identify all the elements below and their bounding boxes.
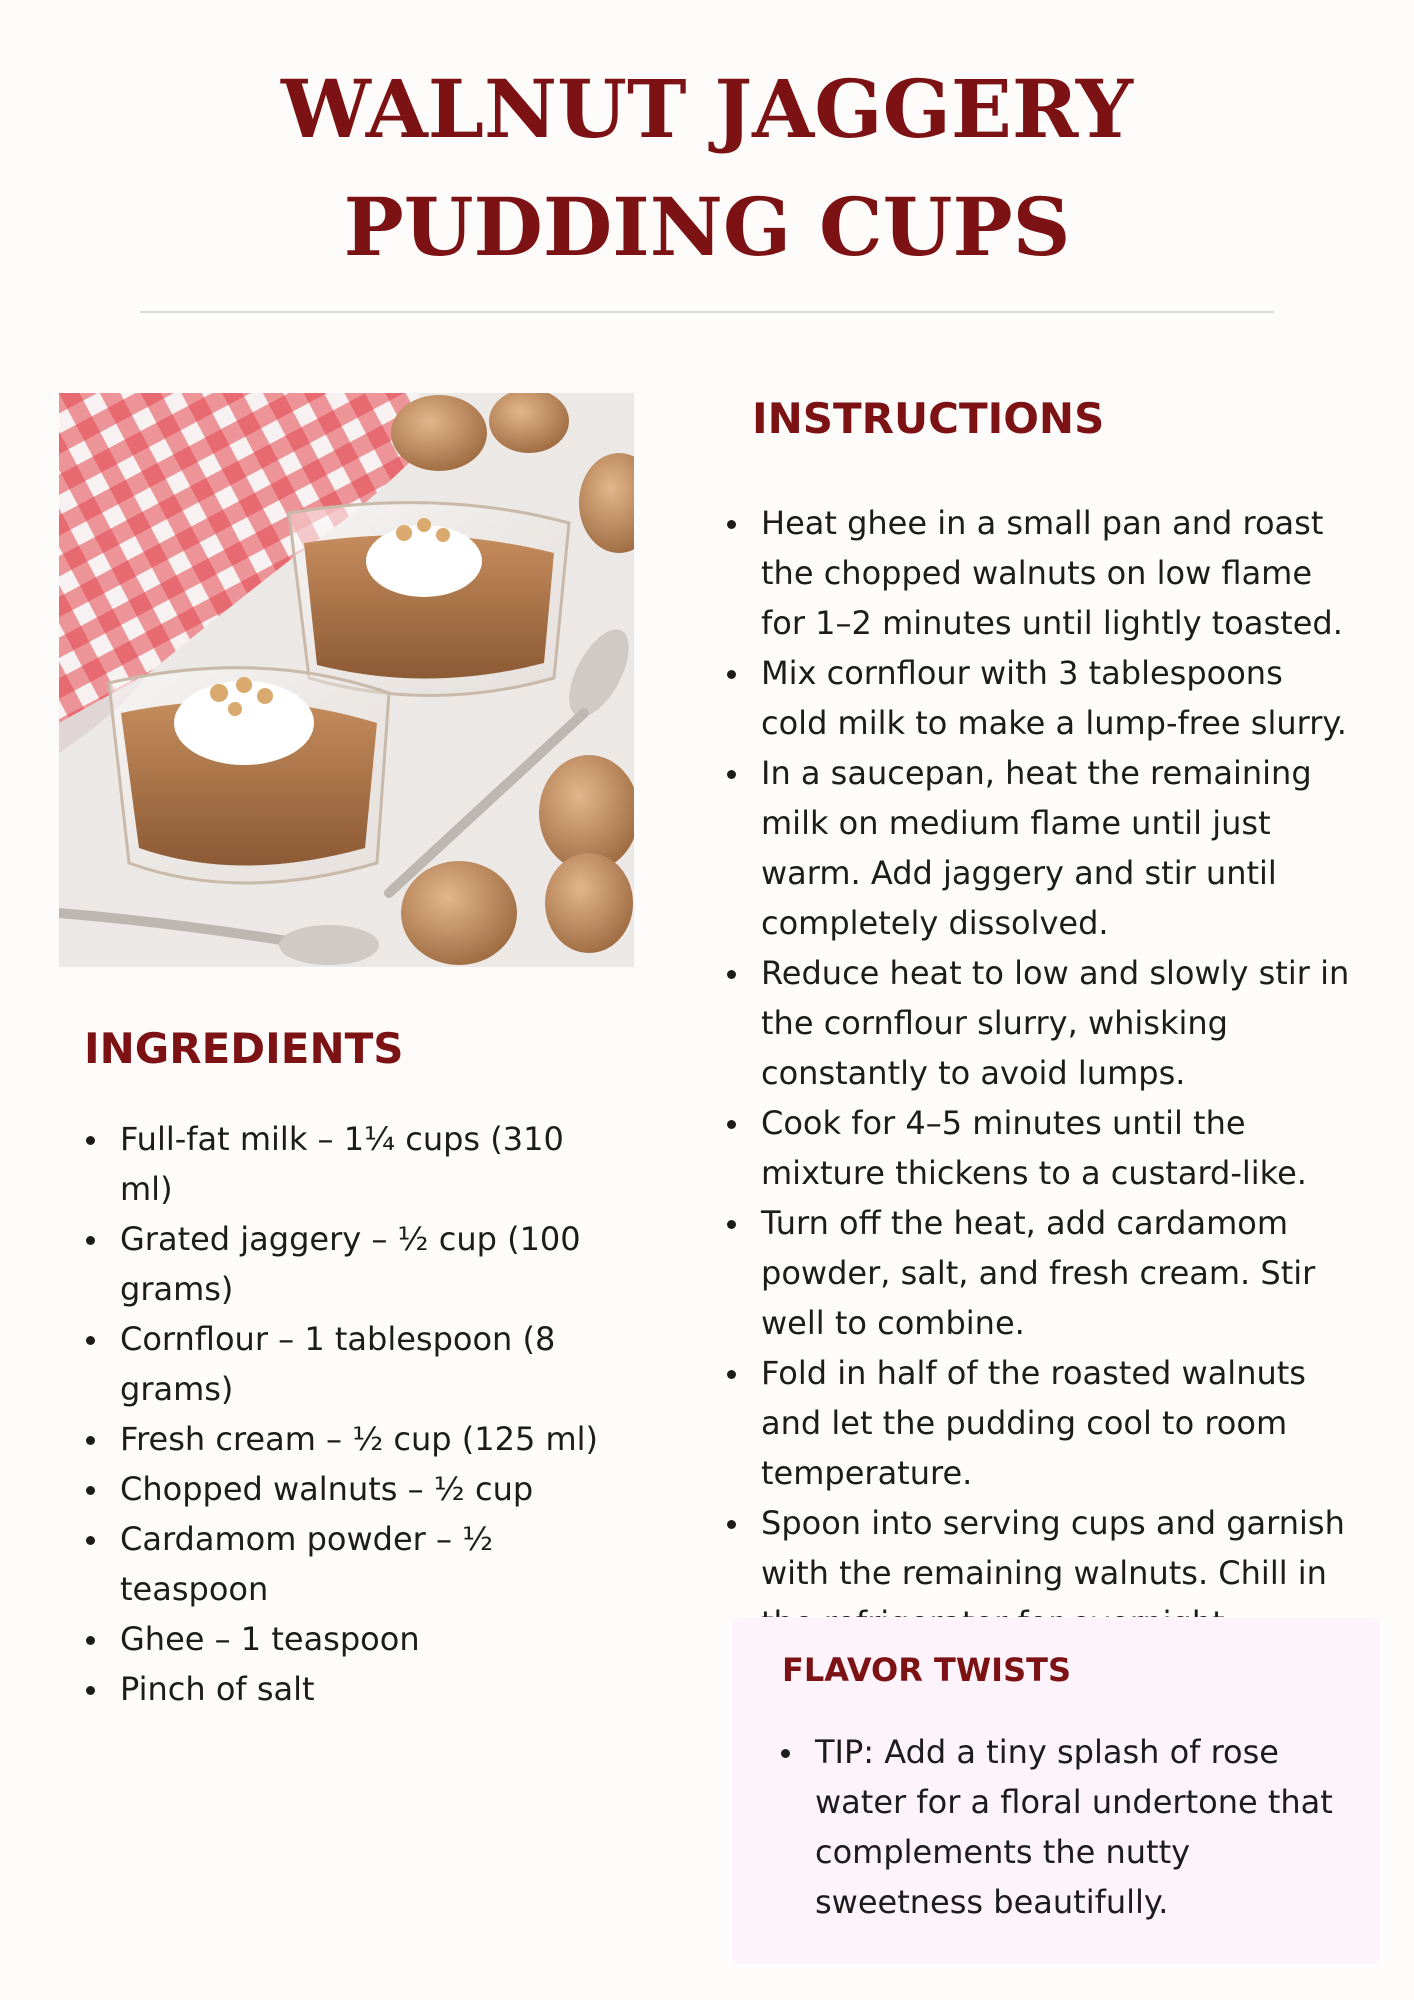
- instruction-step: Reduce heat to low and slowly stir in the cornflour slurry, whisking constantly to avoid lumps.: [725, 948, 1350, 1098]
- instruction-step: Fold in half of the roasted walnuts and let the pudding cool to room temperature.: [725, 1348, 1350, 1498]
- ingredient-item: Chopped walnuts – ½ cup: [84, 1464, 624, 1514]
- instructions-list: [725, 498, 1350, 1648]
- ingredient-item: Cornflour – 1 tablespoon (8 grams): [84, 1314, 624, 1414]
- title-divider: [140, 311, 1274, 313]
- ingredient-item: Pinch of salt: [84, 1664, 624, 1714]
- ingredients-list: [84, 1114, 624, 1714]
- pudding-photo: [59, 393, 634, 967]
- instructions-heading: INSTRUCTIONS: [752, 394, 1105, 443]
- flavor-twists-box: [732, 1617, 1380, 1964]
- flavor-twists-list: [779, 1727, 1359, 1927]
- ingredient-item: Full-fat milk – 1¼ cups (310 ml): [84, 1114, 624, 1214]
- instruction-step: Mix cornflour with 3 tablespoons cold milk to make a lump-free slurry.: [725, 648, 1350, 748]
- flavor-twists-heading: FLAVOR TWISTS: [782, 1651, 1071, 1689]
- ingredient-item: Cardamom powder – ½ teaspoon: [84, 1514, 624, 1614]
- flavor-twist-item: TIP: Add a tiny splash of rose water for a floral undertone that complements the nutty sweetness beautifully.: [779, 1727, 1359, 1927]
- instruction-step: In a saucepan, heat the remaining milk on medium flame until just warm. Add jaggery and stir until completely dissolved.: [725, 748, 1350, 948]
- title-line-2: PUDDING CUPS: [343, 180, 1071, 274]
- instruction-step: Heat ghee in a small pan and roast the chopped walnuts on low flame for 1–2 minutes until lightly toasted.: [725, 498, 1350, 648]
- ingredient-item: Grated jaggery – ½ cup (100 grams): [84, 1214, 624, 1314]
- ingredients-heading: INGREDIENTS: [84, 1024, 404, 1073]
- title-line-1: WALNUT JAGGERY: [281, 62, 1133, 156]
- instruction-step: Spoon into serving cups and garnish with the remaining walnuts. Chill in: [725, 1498, 1350, 1648]
- page-title: [0, 50, 1414, 286]
- ingredient-item: Ghee – 1 teaspoon: [84, 1614, 624, 1664]
- ingredient-item: Fresh cream – ½ cup (125 ml): [84, 1414, 624, 1464]
- instruction-step: Cook for 4–5 minutes until the mixture thickens to a custard-like.: [725, 1098, 1350, 1198]
- instruction-step: Turn off the heat, add cardamom powder, salt, and fresh cream. Stir well to combine.: [725, 1198, 1350, 1348]
